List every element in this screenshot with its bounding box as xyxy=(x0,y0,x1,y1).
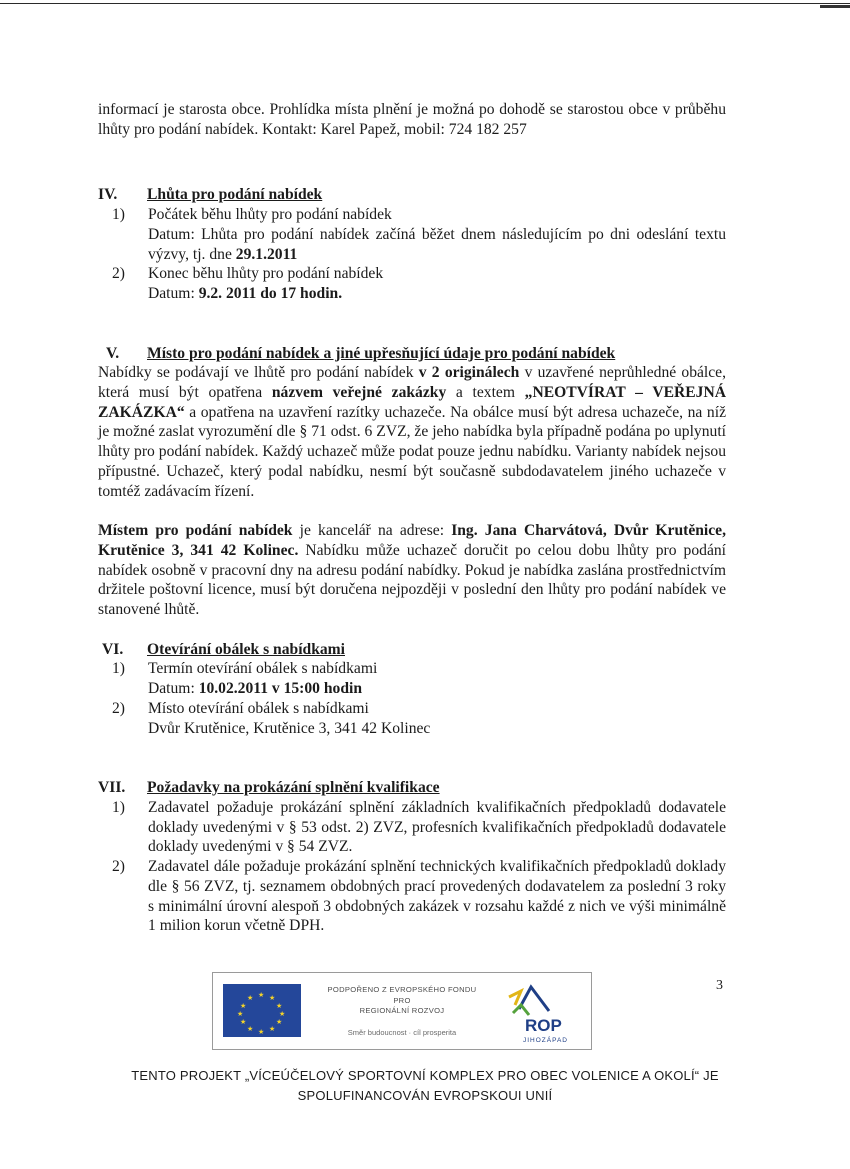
section-vi-heading xyxy=(98,640,726,660)
rop-mark-icon xyxy=(503,981,583,1045)
list-item xyxy=(98,857,726,936)
list-item xyxy=(98,659,726,679)
detail-text: Datum: xyxy=(148,680,199,698)
section-title: Místo pro podání nabídek a jiné upřesňující údaje pro podání nabídek xyxy=(147,344,616,362)
text-run: v 2 originálech xyxy=(418,364,520,382)
scan-mark xyxy=(820,5,850,8)
top-border xyxy=(0,3,850,4)
item-label: Počátek běhu lhůty pro podání nabídek xyxy=(148,206,392,224)
item-label: Místo otevírání obálek s nabídkami xyxy=(148,699,369,717)
item-text: Zadavatel dále požaduje prokázání splnění technických kvalifikačních předpokladů doklady dle § 56 ZVZ, tj. seznamem obdobných prací provedených dodavatelem za poslední 3 roky s minimální úrovní alespoň 3 obdobných zakázek v rozsahu každé z nich ve výši minimálně 1 milion korun včetně DPH. xyxy=(148,858,726,935)
text-run: Nabídky se podávají ve lhůtě pro podání nabídek xyxy=(98,364,419,382)
section-iv-heading xyxy=(98,185,726,205)
footer-line-2: SPOLUFINANCOVÁN EVROPSKOUI UNIÍ xyxy=(297,1088,553,1103)
item-detail xyxy=(98,284,726,304)
eu-motto: Směr budoucnost · cíl prosperita xyxy=(347,1028,457,1037)
section-vii-heading xyxy=(98,778,726,798)
detail-date: 10.02.2011 v 15:00 hodin xyxy=(198,680,363,698)
item-label: Termín otevírání obálek s nabídkami xyxy=(148,660,378,678)
detail-date: 9.2. 2011 do 17 hodin. xyxy=(198,284,343,302)
list-item xyxy=(98,699,726,719)
section-vii xyxy=(98,778,726,936)
rop-logo xyxy=(503,981,583,1045)
section-numeral: VI. xyxy=(102,640,124,658)
eu-funding-banner xyxy=(212,972,592,1050)
section-title: Otevírání obálek s nabídkami xyxy=(147,640,345,658)
intro-paragraph: informací je starosta obce. Prohlídka místa plnění je možná po dohodě se starostou obce v průběhu lhůty pro podání nabídek. Kontakt: Karel Papež, mobil: 724 182 257 xyxy=(98,101,726,138)
eu-fund-line: PRO xyxy=(393,995,411,1005)
item-text: Zadavatel požaduje prokázání splnění základních kvalifikačních předpokladů dodavatele doklady uvedenými v § 53 odst. 2) ZVZ, profesních kvalifikačních předpokladů dodavatele doklady uvedenými v § 54 ZVZ. xyxy=(148,798,726,856)
detail-text: Datum: xyxy=(148,284,199,302)
text-run: Nabídku může uchazeč doručit po celou dobu lhůty pro podání nabídek osobně v pracovní dny na adresu podání nabídky. Pokud je nabídka zaslána prostřednictvím držitele poštovní licence, musí být doručena nejpozději v poslední den lhůty pro podání nabídek ve stanovené lhůtě. xyxy=(98,541,726,619)
text-run: je kancelář na adrese: xyxy=(292,522,452,540)
rop-subtext: JIHOZÁPAD xyxy=(523,1037,568,1044)
section-numeral: VII. xyxy=(98,779,126,797)
text-run: „NEOTVÍRAT – VEŘEJNÁ ZAKÁZKA“ xyxy=(98,384,727,421)
submission-paragraph xyxy=(98,363,726,501)
item-detail xyxy=(98,225,726,264)
item-number: 1) xyxy=(112,206,125,224)
section-iv xyxy=(98,185,726,303)
text-run: a textem xyxy=(446,384,525,402)
list-item xyxy=(98,264,726,284)
eu-fund-line: PODPOŘENO Z EVROPSKÉHO FONDU xyxy=(327,985,477,994)
section-numeral: IV. xyxy=(98,186,118,204)
footer-line-1: TENTO PROJEKT „VÍCEÚČELOVÝ SPORTOVNÍ KOMPLEX PRO OBEC VOLENICE A OKOLÍ“ JE xyxy=(131,1068,719,1083)
item-number: 1) xyxy=(112,660,125,678)
section-title: Požadavky na prokázání splnění kvalifikace xyxy=(147,779,440,797)
detail-text: Datum: Lhůta pro podání nabídek začíná běžet dnem následujícím po dni odeslání textu výzvy, tj. dne xyxy=(148,225,726,263)
eu-flag-icon: ★ ★ ★ ★ ★ ★ ★ ★ ★ ★ ★ ★ xyxy=(223,984,301,1037)
page-number: 3 xyxy=(716,978,723,993)
eu-fund-text xyxy=(313,985,491,1017)
section-vi xyxy=(98,640,726,739)
rop-text: ROP xyxy=(525,1016,562,1035)
section-title: Lhůta pro podání nabídek xyxy=(147,186,323,204)
item-detail xyxy=(98,679,726,699)
section-numeral: V. xyxy=(106,344,120,362)
text-run: názvem veřejné zakázky xyxy=(271,384,447,402)
detail-date: 29.1.2011 xyxy=(235,245,298,263)
text-run: Ing. Jana Charvátová, Dvůr Krutěnice, Krutěnice 3, 341 42 Kolinec. xyxy=(98,522,726,559)
section-v xyxy=(98,344,726,620)
document-body xyxy=(98,100,726,936)
item-number: 2) xyxy=(112,699,125,717)
item-detail: Dvůr Krutěnice, Krutěnice 3, 341 42 Kolinec xyxy=(148,719,431,737)
place-paragraph xyxy=(98,521,726,620)
item-number: 1) xyxy=(112,798,125,816)
item-number: 2) xyxy=(112,858,125,876)
text-run: a opatřena na uzavření razítky uchazeče. Na obálce musí být adresa uchazeče, na níž je možné zaslat vyrozumění dle § 71 odst. 6 ZVZ, že jeho nabídka byla případně podána po uplynutí lhůty pro podání nabídek. Každý uchazeč může podat pouze jednu nabídku. Varianty nabídek nejsou přípustné. Uchazeč, který podal nabídku, nesmí být současně subdodavatelem jiného uchazeče v tomtéž zadávacím řízení. xyxy=(98,403,726,500)
item-number: 2) xyxy=(112,265,125,283)
list-item xyxy=(98,205,726,225)
text-run: v uzavřené neprůhledné obálce, která musí být opatřena xyxy=(98,364,726,402)
item-label: Konec běhu lhůty pro podání nabídek xyxy=(148,265,384,283)
section-v-heading xyxy=(98,344,726,364)
eu-fund-line: REGIONÁLNÍ ROZVOJ xyxy=(359,1006,445,1015)
text-run: Místem pro podání nabídek xyxy=(98,522,293,540)
list-item xyxy=(98,798,726,857)
